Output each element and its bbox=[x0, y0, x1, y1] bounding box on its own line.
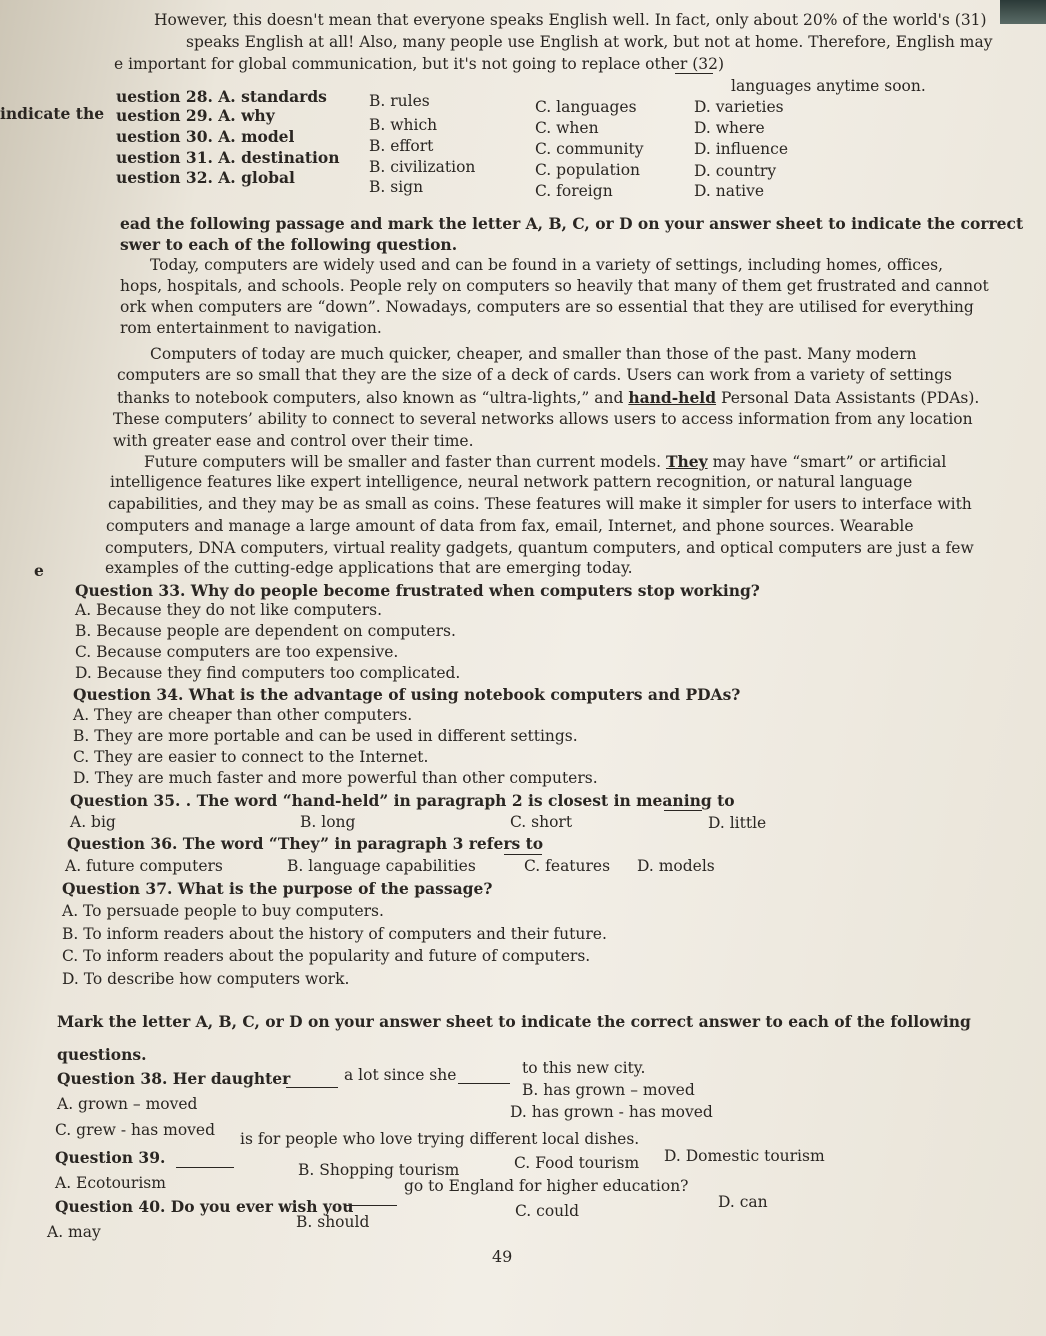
q37-option-c[interactable]: C. To inform readers about the popularity and future of computers. bbox=[62, 947, 591, 965]
q39-option-d[interactable]: D. Domestic tourism bbox=[664, 1147, 825, 1165]
q38-option-d[interactable]: D. has grown - has moved bbox=[510, 1103, 713, 1121]
background-edge bbox=[1000, 0, 1046, 24]
p2-line: with greater ease and control over their time. bbox=[113, 432, 474, 450]
intro-line-3: e important for global communication, but it's not going to replace other (32) bbox=[114, 55, 725, 73]
p1-line: hops, hospitals, and schools. People rely on computers so heavily that many of them get frustrated and cannot bbox=[120, 277, 989, 295]
q40-option-d[interactable]: D. can bbox=[718, 1193, 768, 1211]
q40-text: go to England for higher education? bbox=[404, 1177, 689, 1195]
question-36: Question 36. The word “They” in paragraph 3 refers to bbox=[67, 834, 544, 853]
cloze-q31: uestion 31. A. destination bbox=[116, 148, 340, 167]
page-number: 49 bbox=[492, 1247, 513, 1266]
p2-line: These computers’ ability to connect to several networks allows users to access information from any location bbox=[113, 410, 973, 428]
question-35: Question 35. . The word “hand-held” in paragraph 2 is closest in meaning to bbox=[70, 791, 735, 810]
q36-option-b[interactable]: B. language capabilities bbox=[287, 857, 476, 875]
q35-option-c[interactable]: C. short bbox=[510, 813, 573, 831]
side-label: indicate the bbox=[0, 104, 105, 123]
q36-option-a[interactable]: A. future computers bbox=[65, 857, 223, 875]
hand-held-word: hand-held bbox=[628, 388, 717, 407]
q38-option-c[interactable]: C. grew - has moved bbox=[55, 1121, 216, 1139]
p2-line: Computers of today are much quicker, cheaper, and smaller than those of the past. Many modern bbox=[150, 345, 917, 363]
cloze-q30-d: D. influence bbox=[694, 140, 788, 158]
q35-option-d[interactable]: D. little bbox=[708, 814, 767, 832]
cloze-q31-d: D. country bbox=[694, 162, 777, 180]
p2-line: computers are so small that they are the size of a deck of cards. Users can work from a variety of settings bbox=[117, 366, 952, 384]
q39-option-a[interactable]: A. Ecotourism bbox=[55, 1174, 166, 1192]
blank-39 bbox=[176, 1155, 234, 1168]
question-39: Question 39. bbox=[55, 1148, 166, 1167]
cloze-q28-c: C. languages bbox=[535, 98, 637, 116]
cloze-q31-b: B. civilization bbox=[369, 158, 476, 176]
q40-option-b[interactable]: B. should bbox=[296, 1213, 370, 1231]
cloze-q28-d: D. varieties bbox=[694, 98, 784, 116]
q39-text: is for people who love trying different local dishes. bbox=[240, 1130, 640, 1148]
q34-option-c[interactable]: C. They are easier to connect to the Internet. bbox=[73, 748, 429, 766]
intro-line-1: However, this doesn't mean that everyone speaks English well. In fact, only about 20% of the world's (31) bbox=[154, 11, 987, 29]
reading-instruction-1: ead the following passage and mark the letter A, B, C, or D on your answer sheet to indicate the correct bbox=[120, 214, 1024, 233]
cloze-q28-b: B. rules bbox=[369, 92, 430, 110]
blank-38b bbox=[458, 1071, 510, 1084]
p3-line: Future computers will be smaller and faster than current models. They may have “smart” or artificial bbox=[144, 452, 947, 471]
p1-line: rom entertainment to navigation. bbox=[120, 319, 382, 337]
cloze-q29-c: C. when bbox=[535, 119, 599, 137]
cloze-q30-c: C. community bbox=[535, 140, 644, 158]
q33-option-a[interactable]: A. Because they do not like computers. bbox=[75, 601, 383, 619]
cloze-q32-c: C. foreign bbox=[535, 182, 613, 200]
cloze-q29-b: B. which bbox=[369, 116, 438, 134]
question-33: Question 33. Why do people become frustrated when computers stop working? bbox=[75, 581, 760, 600]
q33-option-c[interactable]: C. Because computers are too expensive. bbox=[75, 643, 399, 661]
cloze-q30: uestion 30. A. model bbox=[116, 127, 295, 146]
cloze-q32: uestion 32. A. global bbox=[116, 168, 295, 187]
q38-option-b[interactable]: B. has grown – moved bbox=[522, 1081, 695, 1099]
cloze-q29-d: D. where bbox=[694, 119, 765, 137]
q35-option-a[interactable]: A. big bbox=[70, 813, 116, 831]
q38-text-end: to this new city. bbox=[522, 1059, 646, 1077]
intro-line-2: speaks English at all! Also, many people use English at work, but not at home. Therefore, English may bbox=[186, 33, 993, 51]
q34-option-a[interactable]: A. They are cheaper than other computers. bbox=[73, 706, 413, 724]
they-word: They bbox=[665, 452, 708, 471]
p2-line: thanks to notebook computers, also known as “ultra-lights,” and hand-held Personal Data Assistants (PDAs). bbox=[117, 388, 980, 407]
p3-line: intelligence features like expert intelligence, neural network pattern recognition, or natural language bbox=[110, 473, 913, 491]
blank-40 bbox=[345, 1193, 397, 1206]
q38-option-a[interactable]: A. grown – moved bbox=[57, 1095, 198, 1113]
p3-line: capabilities, and they may be as small as coins. These features will make it simpler for users to interface with bbox=[108, 495, 972, 513]
blank-38a bbox=[286, 1075, 338, 1088]
q35-option-b[interactable]: B. long bbox=[300, 813, 356, 831]
q33-option-d[interactable]: D. Because they find computers too complicated. bbox=[75, 664, 461, 682]
blank-32 bbox=[675, 61, 713, 74]
grammar-instruction-1: Mark the letter A, B, C, or D on your answer sheet to indicate the correct answer to each of the following bbox=[57, 1012, 971, 1031]
q37-option-b[interactable]: B. To inform readers about the history of computers and their future. bbox=[62, 925, 607, 943]
grammar-instruction-2: questions. bbox=[57, 1045, 147, 1064]
q36-option-d[interactable]: D. models bbox=[637, 857, 715, 875]
question-38: Question 38. Her daughter bbox=[57, 1069, 291, 1088]
p1-line: ork when computers are “down”. Nowadays, computers are so essential that they are utilised for everything bbox=[120, 298, 974, 316]
blank-36 bbox=[504, 842, 542, 855]
q34-option-d[interactable]: D. They are much faster and more powerful than other computers. bbox=[73, 769, 598, 787]
question-40: Question 40. Do you ever wish you bbox=[55, 1197, 354, 1216]
question-34: Question 34. What is the advantage of using notebook computers and PDAs? bbox=[73, 685, 741, 704]
q36-option-c[interactable]: C. features bbox=[524, 857, 611, 875]
intro-line-3-end: languages anytime soon. bbox=[731, 77, 926, 95]
p1-line: Today, computers are widely used and can be found in a variety of settings, including homes, offices, bbox=[150, 256, 944, 274]
cloze-q30-b: B. effort bbox=[369, 137, 434, 155]
q40-option-a[interactable]: A. may bbox=[47, 1223, 101, 1241]
cloze-q31-c: C. population bbox=[535, 161, 641, 179]
cloze-q32-d: D. native bbox=[694, 182, 765, 200]
q37-option-d[interactable]: D. To describe how computers work. bbox=[62, 970, 350, 988]
margin-letter: e bbox=[34, 561, 44, 580]
q34-option-b[interactable]: B. They are more portable and can be used in different settings. bbox=[73, 727, 578, 745]
p3-line: examples of the cutting-edge applications that are emerging today. bbox=[105, 559, 633, 577]
q39-option-c[interactable]: C. Food tourism bbox=[514, 1154, 640, 1172]
q40-option-c[interactable]: C. could bbox=[515, 1202, 580, 1220]
p3-line: computers and manage a large amount of data from fax, email, Internet, and phone sources. Wearable bbox=[106, 517, 914, 535]
blank-35 bbox=[664, 798, 702, 811]
question-37: Question 37. What is the purpose of the passage? bbox=[62, 879, 493, 898]
q39-option-b[interactable]: B. Shopping tourism bbox=[298, 1161, 460, 1179]
cloze-q28: uestion 28. A. standards bbox=[116, 87, 327, 106]
q37-option-a[interactable]: A. To persuade people to buy computers. bbox=[62, 902, 384, 920]
cloze-q32-b: B. sign bbox=[369, 178, 424, 196]
reading-instruction-2: swer to each of the following question. bbox=[120, 235, 458, 254]
p3-line: computers, DNA computers, virtual reality gadgets, quantum computers, and optical computers are just a few bbox=[105, 539, 974, 557]
q38-text-mid: a lot since she bbox=[344, 1066, 457, 1084]
cloze-q29: uestion 29. A. why bbox=[116, 106, 275, 125]
q33-option-b[interactable]: B. Because people are dependent on computers. bbox=[75, 622, 456, 640]
